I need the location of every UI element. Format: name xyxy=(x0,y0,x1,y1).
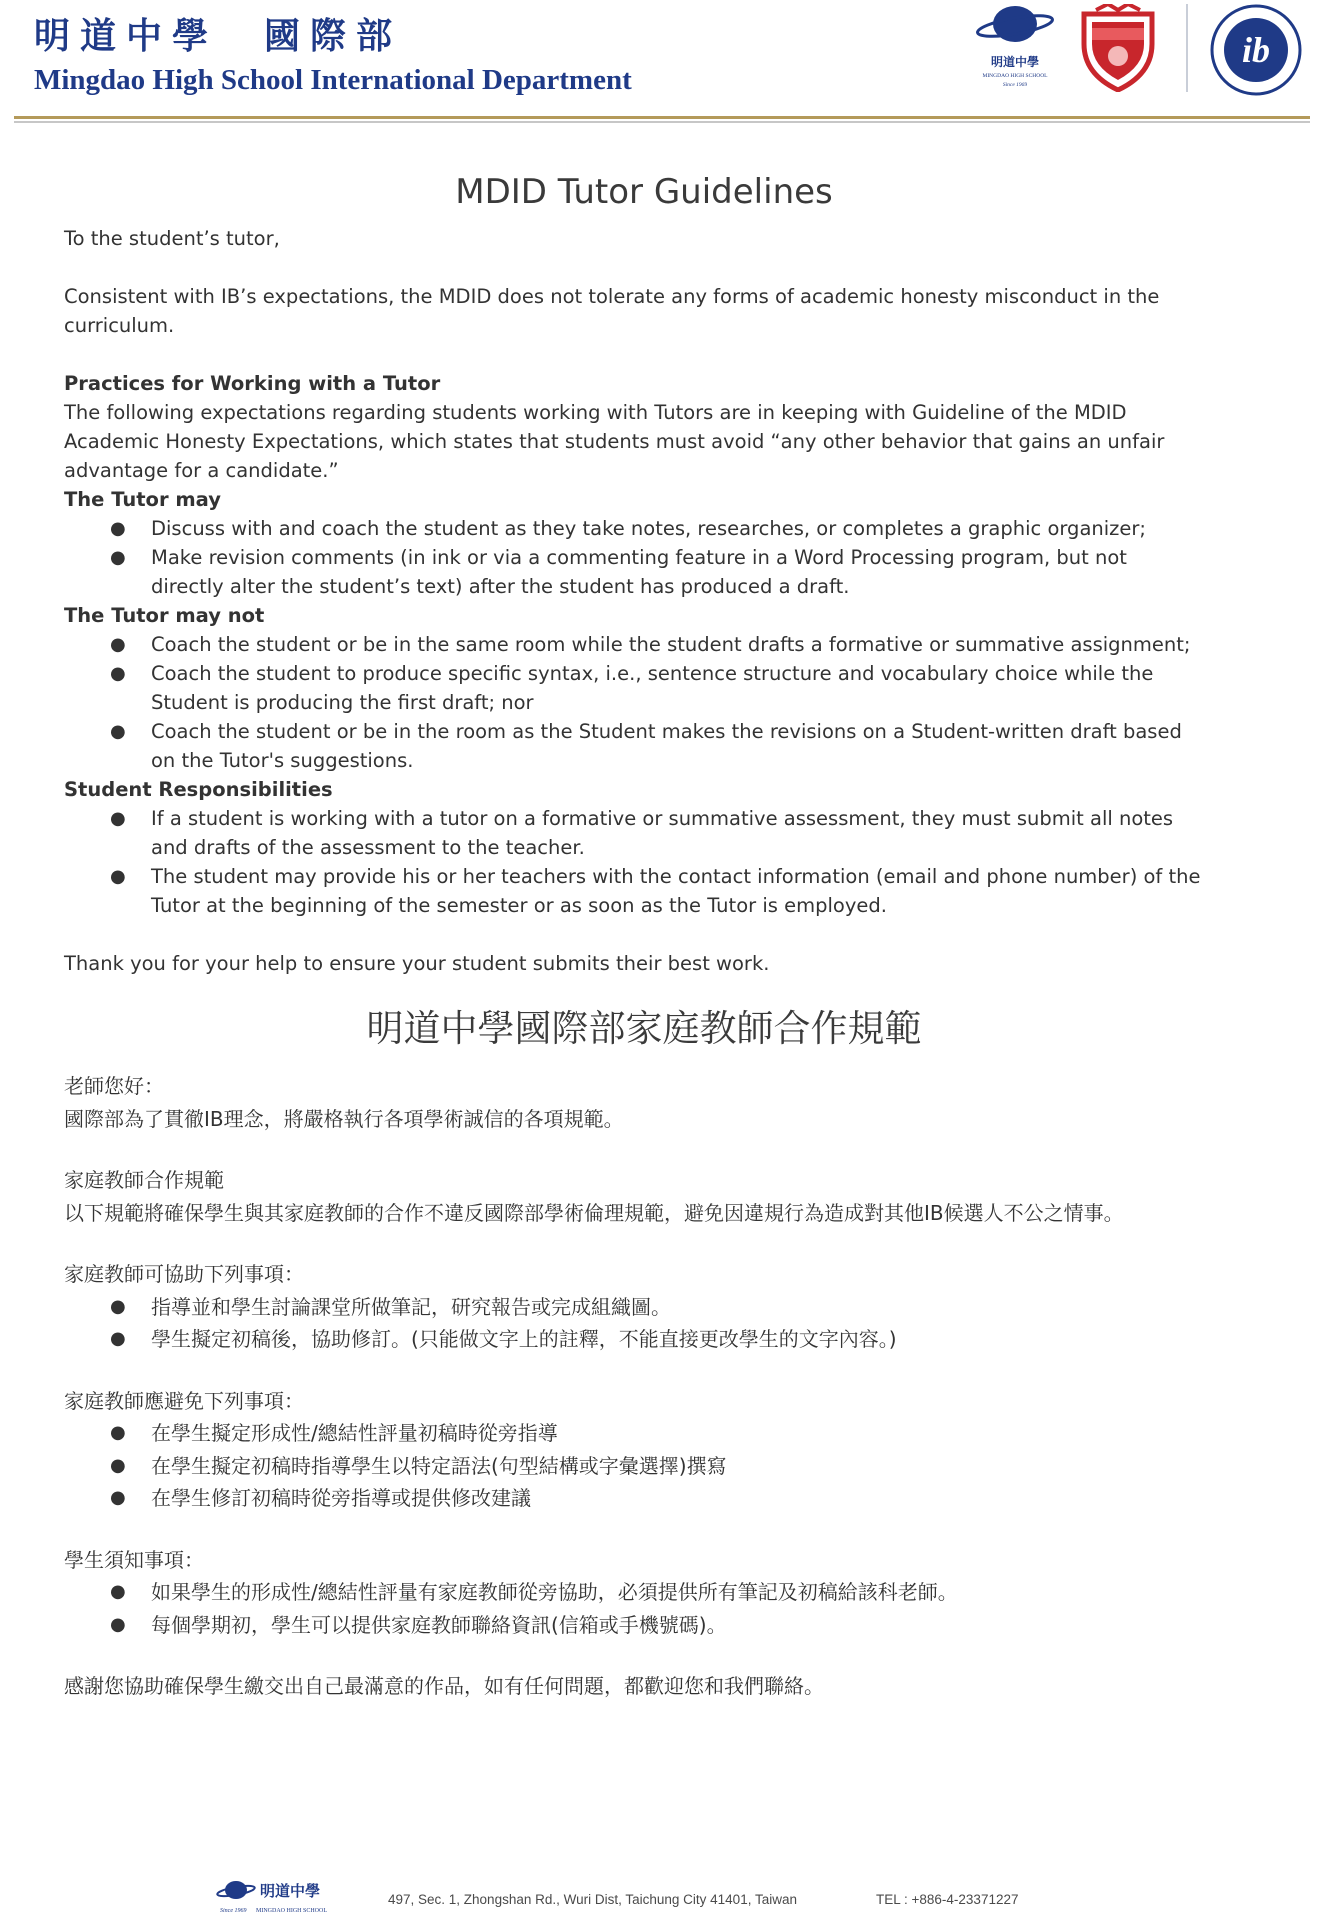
footer-logo-since: Since 1969 xyxy=(220,1908,247,1914)
tutor-may-heading: The Tutor may xyxy=(64,488,221,511)
chinese-may-not-heading: 家庭教師應避免下列事項： xyxy=(64,1388,304,1413)
footer-tel: TEL : +886-4-23371227 xyxy=(876,1892,1019,1907)
chinese-may-list xyxy=(64,1291,1204,1356)
chinese-closing: 感謝您協助確保學生繳交出自己最滿意的作品，如有任何問題，都歡迎您和我們聯絡。 xyxy=(64,1674,824,1698)
bullet-icon: ● xyxy=(110,1613,126,1635)
list-item: ● 指導並和學生討論課堂所做筆記，研究報告或完成組織圖。 xyxy=(64,1291,1204,1324)
list-item: ● 在學生修訂初稿時從旁指導或提供修改建議 xyxy=(64,1482,1204,1515)
list-item: ● Coach the student or be in the same room while the student drafts a formative or summative assignment; xyxy=(64,630,1204,659)
list-item: ● 在學生擬定初稿時指導學生以特定語法(句型結構或字彙選擇)撰寫 xyxy=(64,1450,1204,1483)
chinese-student-list xyxy=(64,1576,1204,1641)
chinese-greeting: 老師您好： xyxy=(64,1074,164,1098)
mingdao-logo-since: Since 1969 xyxy=(1002,82,1028,88)
mingdao-logo-en: MINGDAO HIGH SCHOOL xyxy=(982,73,1048,79)
school-name-zh: 明道中學 國際部 xyxy=(34,16,403,57)
bullet-icon: ● xyxy=(110,808,126,829)
header-rule-gold xyxy=(14,116,1310,119)
list-item: ● Make revision comments (in ink or via a commenting feature in a Word Processing program, but not directly alter the student’s text) after the student has produced a draft. xyxy=(64,543,1204,601)
english-intro: Consistent with IB’s expectations, the MDID does not tolerate any forms of academic honesty misconduct in the curriculum. xyxy=(64,285,1160,337)
bullet-icon: ● xyxy=(110,1487,126,1508)
crest-top-icon xyxy=(1096,4,1140,10)
student-responsibilities-heading: Student Responsibilities xyxy=(64,778,333,801)
crest-banner-icon xyxy=(1092,28,1144,40)
list-item: ● Coach the student to produce specific syntax, i.e., sentence structure and vocabulary choice while the Student is producing the first draft; nor xyxy=(64,659,1204,717)
student-responsibilities-list xyxy=(64,804,1204,920)
english-title: MDID Tutor Guidelines xyxy=(455,172,833,212)
footer-address: 497, Sec. 1, Zhongshan Rd., Wuri Dist, Taichung City 41401, Taiwan xyxy=(388,1892,797,1907)
bullet-icon: ● xyxy=(110,547,126,568)
school-name-en: Mingdao High School International Department xyxy=(34,64,632,96)
chinese-practices-heading: 家庭教師合作規範 xyxy=(64,1168,224,1192)
chinese-student-heading: 學生須知事項： xyxy=(64,1547,204,1572)
practices-text: The following expectations regarding students working with Tutors are in keeping with Guideline of the MDID Academic Honesty Expectations, which states that students must avoid “any other behavior that gains an unfair advantage for a candidate.” xyxy=(64,401,1165,482)
footer-logo-en: MINGDAO HIGH SCHOOL xyxy=(256,1908,327,1914)
english-greeting: To the student’s tutor, xyxy=(64,227,280,250)
document-body xyxy=(64,168,1204,1703)
footer-logo-zh: 明道中學 xyxy=(260,1882,321,1900)
list-item: ● 每個學期初，學生可以提供家庭教師聯絡資訊(信箱或手機號碼)。 xyxy=(64,1609,1204,1642)
bullet-icon: ● xyxy=(110,1295,126,1317)
chinese-section xyxy=(64,1070,1204,1703)
chinese-intro: 國際部為了貫徹IB理念，將嚴格執行各項學術誠信的各項規範。 xyxy=(64,1106,624,1131)
crest-logo xyxy=(1078,4,1158,92)
mingdao-logo-zh: 明道中學 xyxy=(990,55,1040,69)
list-item: ● 在學生擬定形成性/總結性評量初稿時從旁指導 xyxy=(64,1417,1204,1450)
chinese-practices-text: 以下規範將確保學生與其家庭教師的合作不違反國際部學術倫理規範，避免因違規行為造成對其他IB候選人不公之情事。 xyxy=(64,1200,1124,1225)
tutor-may-not-heading: The Tutor may not xyxy=(64,604,265,627)
tutor-may-list xyxy=(64,514,1204,601)
bullet-icon: ● xyxy=(110,1328,126,1349)
chinese-title: 明道中學國際部家庭教師合作規範 xyxy=(366,1007,922,1050)
chinese-may-not-list xyxy=(64,1417,1204,1515)
bullet-icon: ● xyxy=(110,663,126,684)
bullet-icon: ● xyxy=(110,1581,126,1602)
bullet-icon: ● xyxy=(110,721,126,742)
english-closing: Thank you for your help to ensure your student submits their best work. xyxy=(64,952,770,975)
crest-emblem-icon xyxy=(1108,46,1128,66)
practices-heading: Practices for Working with a Tutor xyxy=(64,372,441,395)
header-rule-gray xyxy=(14,121,1310,123)
bullet-icon: ● xyxy=(110,866,126,887)
list-item: ● Coach the student or be in the room as the Student makes the revisions on a Student-written draft based on the Tutor's suggestions. xyxy=(64,717,1204,775)
list-item: ● 學生擬定初稿後，協助修訂。(只能做文字上的註釋，不能直接更改學生的文字內容。) xyxy=(64,1323,1204,1356)
bullet-icon: ● xyxy=(110,1422,126,1443)
ib-logo-text: ib xyxy=(1241,30,1271,70)
list-item: ● Discuss with and coach the student as they take notes, researches, or completes a graphic organizer; xyxy=(64,514,1204,543)
bullet-icon: ● xyxy=(110,1454,126,1476)
footer xyxy=(216,1876,1116,1916)
tutor-may-not-list xyxy=(64,630,1204,775)
ib-world-school-logo xyxy=(1208,2,1304,98)
bullet-icon: ● xyxy=(110,634,126,655)
list-item: ● If a student is working with a tutor on a formative or summative assessment, they must submit all notes and drafts of the assessment to the teacher. xyxy=(64,804,1204,862)
list-item: ● The student may provide his or her teachers with the contact information (email and phone number) of the Tutor at the beginning of the semester or as soon as the Tutor is employed. xyxy=(64,862,1204,920)
bullet-icon: ● xyxy=(110,518,126,539)
chinese-may-heading: 家庭教師可協助下列事項： xyxy=(64,1262,304,1286)
mingdao-logo xyxy=(970,2,1060,92)
logo-divider xyxy=(1186,4,1188,92)
list-item: ● 如果學生的形成性/總結性評量有家庭教師從旁協助，必須提供所有筆記及初稿給該科老師。 xyxy=(64,1576,1204,1609)
footer-mingdao-logo xyxy=(216,1876,366,1916)
